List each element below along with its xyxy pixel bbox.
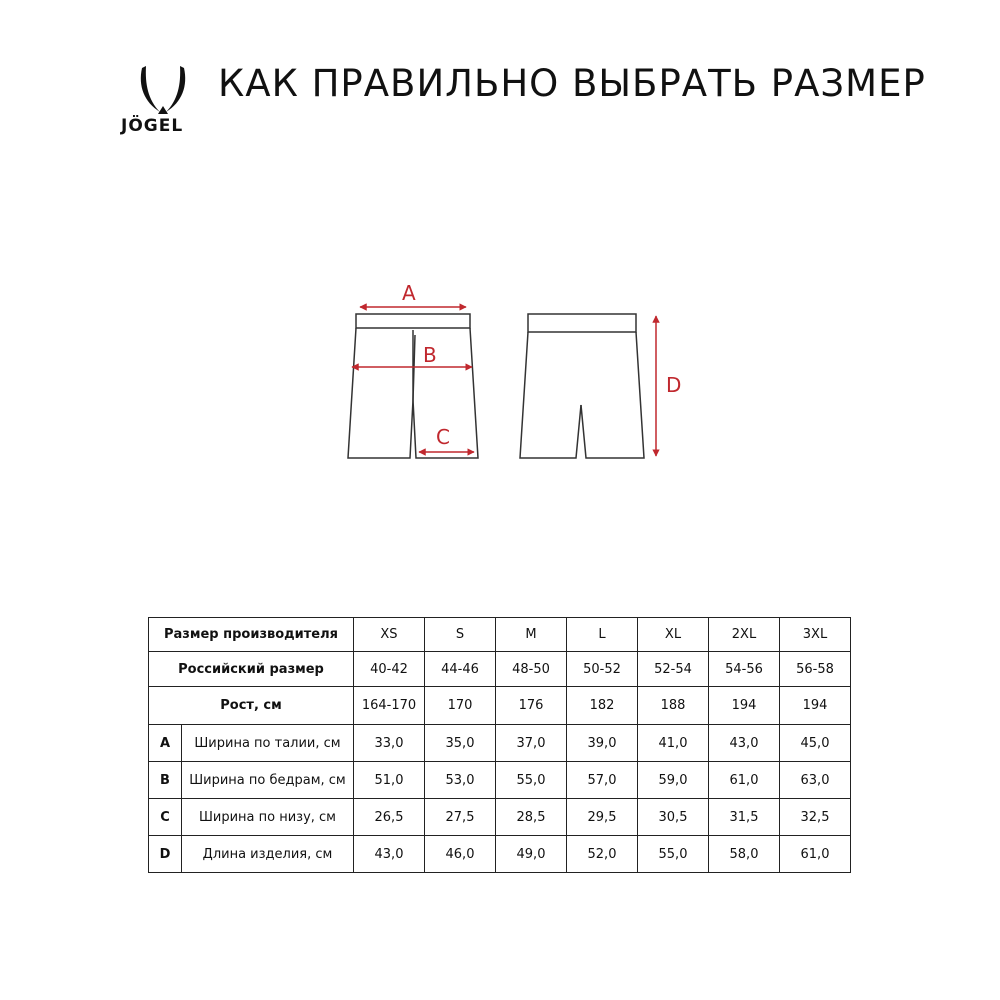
measure-b-label: B: [423, 343, 437, 367]
measure-a-label: A: [402, 281, 416, 305]
table-row: [149, 652, 851, 687]
measure-d-label: D: [666, 373, 682, 397]
table-cell: 61,0: [780, 836, 851, 873]
table-cell: 32,5: [780, 799, 851, 836]
table-cell: 27,5: [425, 799, 496, 836]
table-cell: 40-42: [354, 652, 425, 687]
table-cell: 35,0: [425, 725, 496, 762]
shorts-front-left-leg: [348, 328, 415, 458]
shorts-back-left-leg: [520, 332, 581, 458]
table-cell: XS: [354, 618, 425, 652]
table-cell: L: [567, 618, 638, 652]
shorts-front: [348, 314, 478, 458]
table-cell: 54-56: [709, 652, 780, 687]
table-cell: 164-170: [354, 687, 425, 725]
measure-code: D: [149, 836, 182, 873]
table-cell: M: [496, 618, 567, 652]
table-cell: 46,0: [425, 836, 496, 873]
table-cell: 58,0: [709, 836, 780, 873]
table-cell: 188: [638, 687, 709, 725]
table-cell: 26,5: [354, 799, 425, 836]
table-cell: 49,0: [496, 836, 567, 873]
row-label: Ширина по талии, см: [182, 725, 354, 762]
measure-c-label: C: [436, 425, 450, 449]
table-cell: S: [425, 618, 496, 652]
table-cell: 33,0: [354, 725, 425, 762]
shorts-front-right-leg: [413, 328, 478, 458]
table-row: [149, 799, 851, 836]
table-row: [149, 762, 851, 799]
table-row: [149, 687, 851, 725]
row-label: Российский размер: [149, 652, 354, 687]
table-cell: 28,5: [496, 799, 567, 836]
row-label: Ширина по низу, см: [182, 799, 354, 836]
shorts-back-right-leg: [581, 332, 644, 458]
measure-code: C: [149, 799, 182, 836]
table-cell: 182: [567, 687, 638, 725]
table-cell: 44-46: [425, 652, 496, 687]
brand-logo-mark-icon: [118, 62, 208, 122]
size-table: [148, 617, 851, 873]
table-cell: 55,0: [496, 762, 567, 799]
table-cell: 53,0: [425, 762, 496, 799]
table-cell: 57,0: [567, 762, 638, 799]
table-cell: 30,5: [638, 799, 709, 836]
table-cell: 59,0: [638, 762, 709, 799]
shorts-front-waistband: [356, 314, 470, 328]
table-cell: 50-52: [567, 652, 638, 687]
table-cell: 43,0: [354, 836, 425, 873]
table-cell: 29,5: [567, 799, 638, 836]
table-cell: 194: [709, 687, 780, 725]
measure-code: B: [149, 762, 182, 799]
table-cell: 41,0: [638, 725, 709, 762]
table-cell: 194: [780, 687, 851, 725]
table-cell: 52-54: [638, 652, 709, 687]
table-cell: 52,0: [567, 836, 638, 873]
table-cell: 2XL: [709, 618, 780, 652]
table-cell: 63,0: [780, 762, 851, 799]
table-cell: 39,0: [567, 725, 638, 762]
shorts-back: [520, 314, 644, 458]
table-cell: 51,0: [354, 762, 425, 799]
row-label: Размер производителя: [149, 618, 354, 652]
table-cell: 61,0: [709, 762, 780, 799]
row-label: Ширина по бедрам, см: [182, 762, 354, 799]
table-row: [149, 618, 851, 652]
table-cell: 43,0: [709, 725, 780, 762]
table-cell: 176: [496, 687, 567, 725]
table-cell: 170: [425, 687, 496, 725]
table-row: [149, 836, 851, 873]
table-cell: 3XL: [780, 618, 851, 652]
row-label: Рост, см: [149, 687, 354, 725]
shorts-back-waistband: [528, 314, 636, 332]
table-row: [149, 725, 851, 762]
table-cell: 56-58: [780, 652, 851, 687]
table-cell: 45,0: [780, 725, 851, 762]
brand-name: JÖGEL: [121, 116, 184, 136]
page-title: КАК ПРАВИЛЬНО ВЫБРАТЬ РАЗМЕР: [218, 62, 926, 105]
table-cell: 48-50: [496, 652, 567, 687]
table-cell: 55,0: [638, 836, 709, 873]
row-label: Длина изделия, см: [182, 836, 354, 873]
table-cell: 37,0: [496, 725, 567, 762]
table-cell: 31,5: [709, 799, 780, 836]
measure-code: A: [149, 725, 182, 762]
table-cell: XL: [638, 618, 709, 652]
